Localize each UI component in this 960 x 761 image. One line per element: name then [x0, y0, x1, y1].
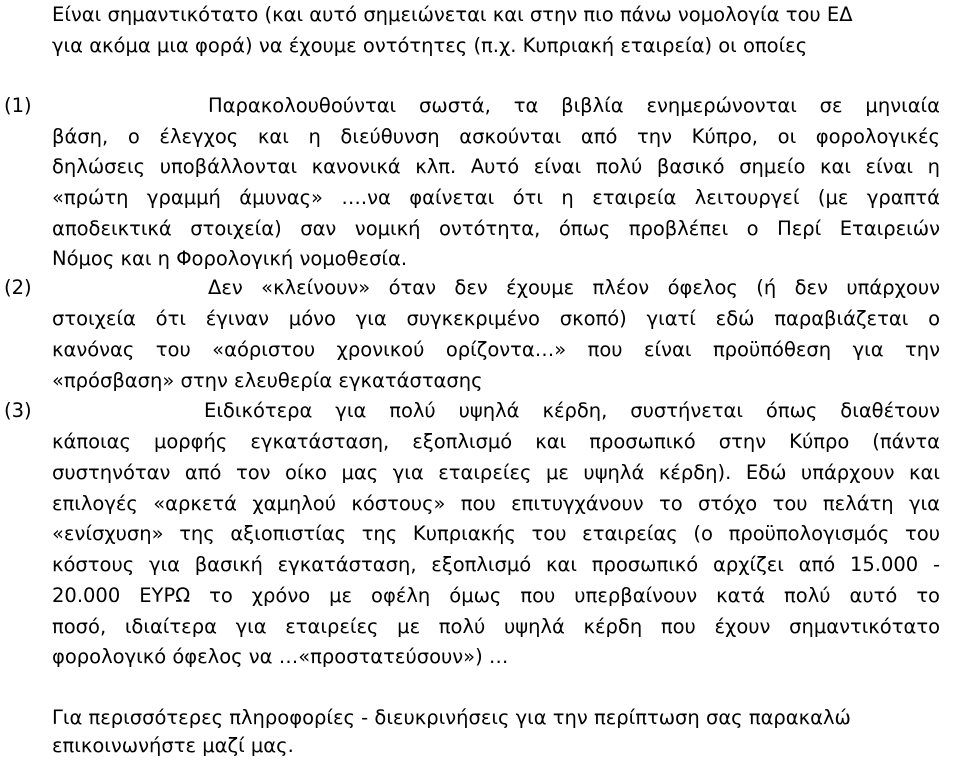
item-1-line-4: «πρώτη γραμμή άμυνας» ….να φαίνεται ότι η εταιρεία λειτουργεί (με γραπτά [52, 186, 940, 209]
item-1-line-5: αποδεικτικά στοιχεία) σαν νομική οντότητα, όπως προβλέπει ο Περί Εταιρειών [52, 217, 940, 240]
item-1-line-3: δηλώσεις υποβάλλονται κανονικά κλπ. Αυτό είναι πολύ βασικό σημείο και είναι η [52, 155, 940, 178]
intro-line-1: Είναι σημαντικότατο (και αυτό σημειώνεται και στην πιο πάνω νομολογία του ΕΔ [52, 3, 853, 26]
item-2-marker: (2) [4, 276, 32, 299]
item-2-line-3: κανόνας του «αόριστου χρονικού ορίζοντα…» που είναι προϋπόθεση για την [52, 338, 940, 361]
intro-line-2: για ακόμα μια φορά) να έχουμε οντότητες (π.χ. Κυπριακή εταιρεία) οι οποίες [52, 34, 808, 57]
item-2-line-4: «πρόσβαση» στην ελευθερία εγκατάστασης [52, 369, 483, 392]
item-3-line-3: συστηνόταν από τον οίκο μας για εταιρείες με υψηλά κέρδη). Εδώ υπάρχουν και [52, 461, 940, 484]
item-3-line-5: «ενίσχυση» της αξιοπιστίας της Κυπριακής του εταιρείας (ο προϋπολογισμός του [52, 522, 940, 545]
item-3-line-1: Ειδικότερα για πολύ υψηλά κέρδη, συστήνεται όπως διαθέτουν [204, 399, 940, 422]
item-2-line-1: Δεν «κλείνουν» όταν δεν έχουμε πλέον όφελος (ή δεν υπάρχουν [208, 276, 940, 299]
item-1-line-2: βάση, ο έλεγχος και η διεύθυνση ασκούνται από την Κύπρο, οι φορολογικές [52, 125, 940, 148]
contact-line-1: Για περισσότερες πληροφορίες - διευκρινήσεις για την περίπτωση σας παρακαλώ [52, 706, 851, 729]
item-3-line-8: ποσό, ιδιαίτερα για εταιρείες με πολύ υψηλά κέρδη που έχουν σημαντικότατο [52, 615, 940, 638]
item-3-line-9: φορολογικό όφελος να …«προστατεύσουν») … [52, 645, 509, 668]
item-3-line-6: κόστους για βασική εγκατάσταση, εξοπλισμό και προσωπικό αρχίζει από 15.000 - [52, 553, 940, 576]
contact-line-2: επικοινωνήστε μαζί μας. [52, 734, 294, 757]
item-3-line-7: 20.000 ΕΥΡΩ το χρόνο με οφέλη όμως που υπερβαίνουν κατά πολύ αυτό το [52, 584, 940, 607]
item-3-line-2: κάποιας μορφής εγκατάσταση, εξοπλισμό και προσωπικό στην Κύπρο (πάντα [52, 430, 940, 453]
item-1-marker: (1) [4, 94, 32, 117]
item-1-line-6: Νόμος και η Φορολογική νομοθεσία. [52, 247, 408, 270]
item-1-line-1: Παρακολουθούνται σωστά, τα βιβλία ενημερώνονται σε μηνιαία [208, 94, 940, 117]
item-3-line-4: επιλογές «αρκετά χαμηλού κόστους» που επιτυγχάνουν το στόχο του πελάτη για [52, 492, 940, 515]
item-3-marker: (3) [4, 399, 32, 422]
item-2-line-2: στοιχεία ότι έγιναν μόνο για συγκεκριμένο σκοπό) γιατί εδώ παραβιάζεται ο [52, 307, 940, 330]
